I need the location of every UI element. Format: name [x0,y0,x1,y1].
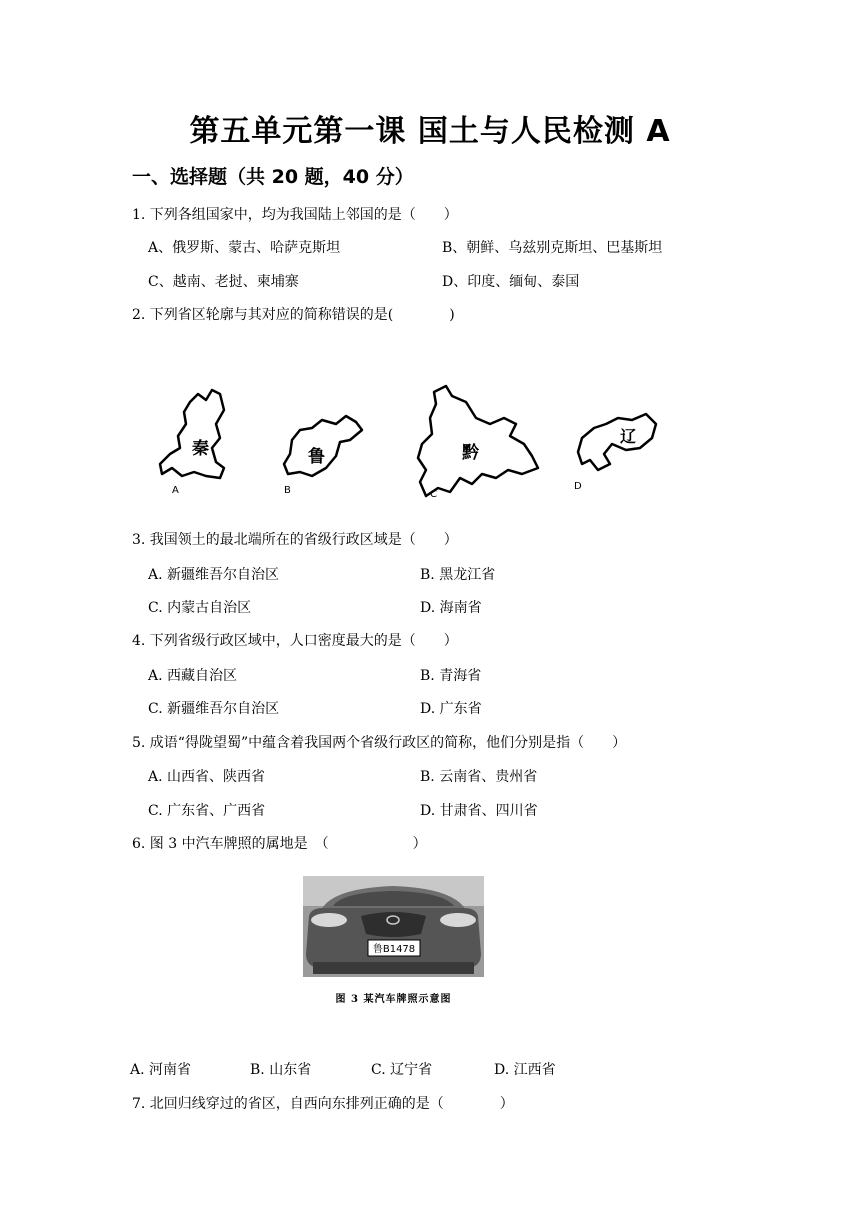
q1-option-a: A、俄罗斯、蒙古、哈萨克斯坦 [148,240,341,256]
q3-option-d: D. 海南省 [420,600,482,616]
q4-option-d: D. 广东省 [420,701,482,717]
question-3: 3. 我国领土的最北端所在的省级行政区域是（ ） [132,532,458,548]
figure-caption: 图 3 某汽车牌照示意图 [335,994,452,1005]
page-title: 第五单元第一课 国土与人民检测 A [189,114,671,149]
car-photo [303,876,484,977]
q6-option-b: B. 山东省 [250,1062,312,1078]
map-label-a-abbr: 秦 [192,439,209,459]
map-label-d-abbr: 辽 [620,427,637,446]
q4-option-b: B. 青海省 [420,668,482,684]
question-1: 1. 下列各组国家中，均为我国陆上邻国的是（ ） [132,207,458,223]
q4-option-c: C. 新疆维吾尔自治区 [148,701,280,717]
q3-option-a: A. 新疆维吾尔自治区 [148,567,280,583]
q6-option-c: C. 辽宁省 [371,1062,433,1078]
map-shaanxi [160,390,224,496]
map-label-d-letter: D [574,481,582,492]
map-label-b-abbr: 鲁 [308,447,325,467]
q5-option-d: D. 甘肃省、四川省 [420,803,538,819]
q5-option-a: A. 山西省、陕西省 [148,769,266,785]
license-plate-text: 鲁B1478 [372,944,416,955]
map-label-b-letter: B [284,485,291,496]
province-outline-figure [150,372,670,512]
map-label-c-letter: C [430,489,437,500]
q1-option-c: C、越南、老挝、柬埔寨 [148,274,299,290]
q1-option-b: B、朝鲜、乌兹别克斯坦、巴基斯坦 [442,240,663,256]
q5-option-b: B. 云南省、贵州省 [420,769,538,785]
question-7: 7. 北回归线穿过的省区，自西向东排列正确的是（ ） [132,1096,514,1112]
map-guizhou [418,386,538,500]
q1-option-d: D、印度、缅甸、泰国 [442,274,580,290]
question-5: 5. 成语“得陇望蜀”中蕴含着我国两个省级行政区的简称，他们分别是指（ ） [132,735,627,751]
q6-option-d: D. 江西省 [494,1062,556,1078]
question-4: 4. 下列省级行政区域中，人口密度最大的是（ ） [132,633,458,649]
map-shandong [284,416,362,496]
map-label-a-letter: A [172,485,179,496]
section-heading: 一、选择题（共 20 题，40 分） [132,166,414,188]
map-liaoning [574,414,656,492]
q4-option-a: A. 西藏自治区 [148,668,238,684]
q3-option-b: B. 黑龙江省 [420,567,496,583]
q5-option-c: C. 广东省、广西省 [148,803,266,819]
question-2: 2. 下列省区轮廓与其对应的简称错误的是( ) [132,307,455,323]
q6-options-row [130,1059,556,1079]
question-6: 6. 图 3 中汽车牌照的属地是 （ ） [132,836,427,852]
q3-option-c: C. 内蒙古自治区 [148,600,252,616]
q6-option-a: A. 河南省 [130,1062,192,1078]
map-label-c-abbr: 黔 [462,443,479,463]
